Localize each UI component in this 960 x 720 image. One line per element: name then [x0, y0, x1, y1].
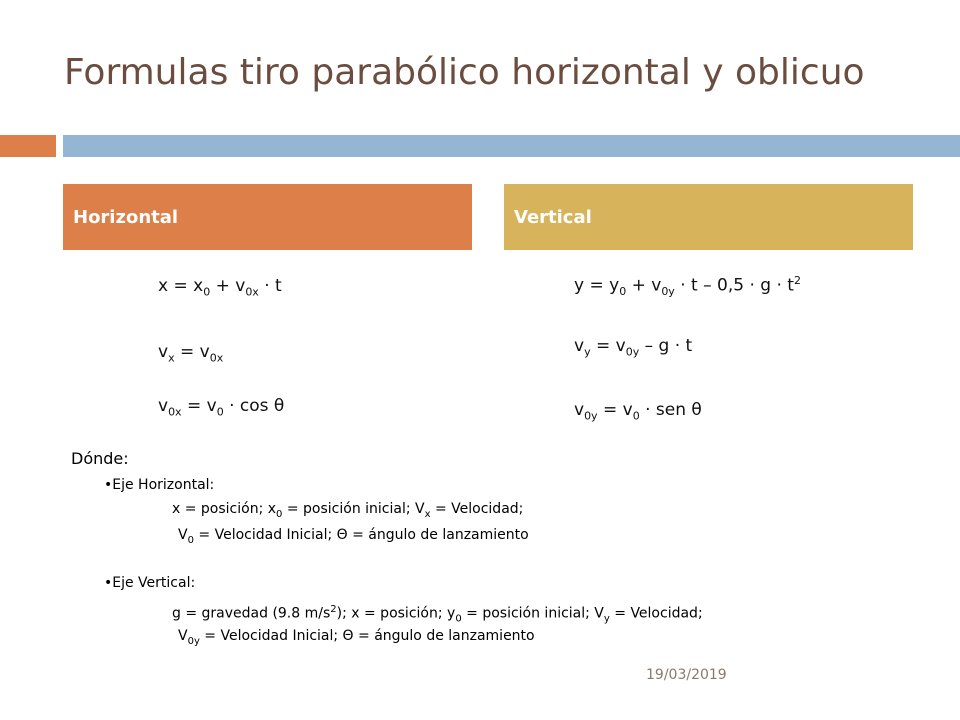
vertical-header — [504, 184, 913, 250]
formula-vy: $v_y = v_{0y} - g \cdot t$ — [574, 336, 693, 359]
horizontal-header — [63, 184, 472, 250]
accent-bar-orange — [0, 135, 56, 157]
slide-date: 19/03/2019 — [646, 667, 727, 683]
donde-label: Dónde: — [71, 449, 129, 468]
bullet-eje-horizontal: •Eje Horizontal: — [104, 477, 215, 493]
vertical-header-label: Vertical — [514, 206, 592, 228]
vertical-definitions-line-1: g = gravedad (9.8 $m/s^2$); x = posición; $y_0$ = posición inicial; $V_y$ = Velocidad; — [172, 604, 703, 625]
horizontal-definitions-line-1: x = posición; $x_0$ = posición inicial; $V_x$ = Velocidad; — [172, 501, 524, 520]
formula-y-position: $y = y_0 + v_{0y} \cdot t - 0,5 \cdot g \cdot t^2$ — [574, 274, 801, 299]
formula-vx: $v_x = v_{0x}$ — [158, 342, 224, 365]
formula-x-position: $x = x_0 + v_{0x} \cdot t$ — [158, 276, 282, 299]
vertical-definitions-line-2: $V_{0y}$ = Velocidad Inicial; Θ = ángulo de lanzamiento — [178, 628, 535, 647]
formula-v0x: $v_{0x} = v_0 \cdot \cos \theta$ — [158, 396, 285, 419]
formula-v0y: $v_{0y} = v_0$ · sen θ — [574, 400, 702, 423]
bullet-eje-vertical: •Eje Vertical: — [104, 575, 196, 591]
horizontal-definitions-line-2: $V_0$ = Velocidad Inicial; Θ = ángulo de lanzamiento — [178, 527, 529, 546]
accent-bar-blue — [63, 135, 960, 157]
slide-title: Formulas tiro parabólico horizontal y oblicuo — [64, 52, 865, 93]
horizontal-header-label: Horizontal — [73, 206, 179, 228]
